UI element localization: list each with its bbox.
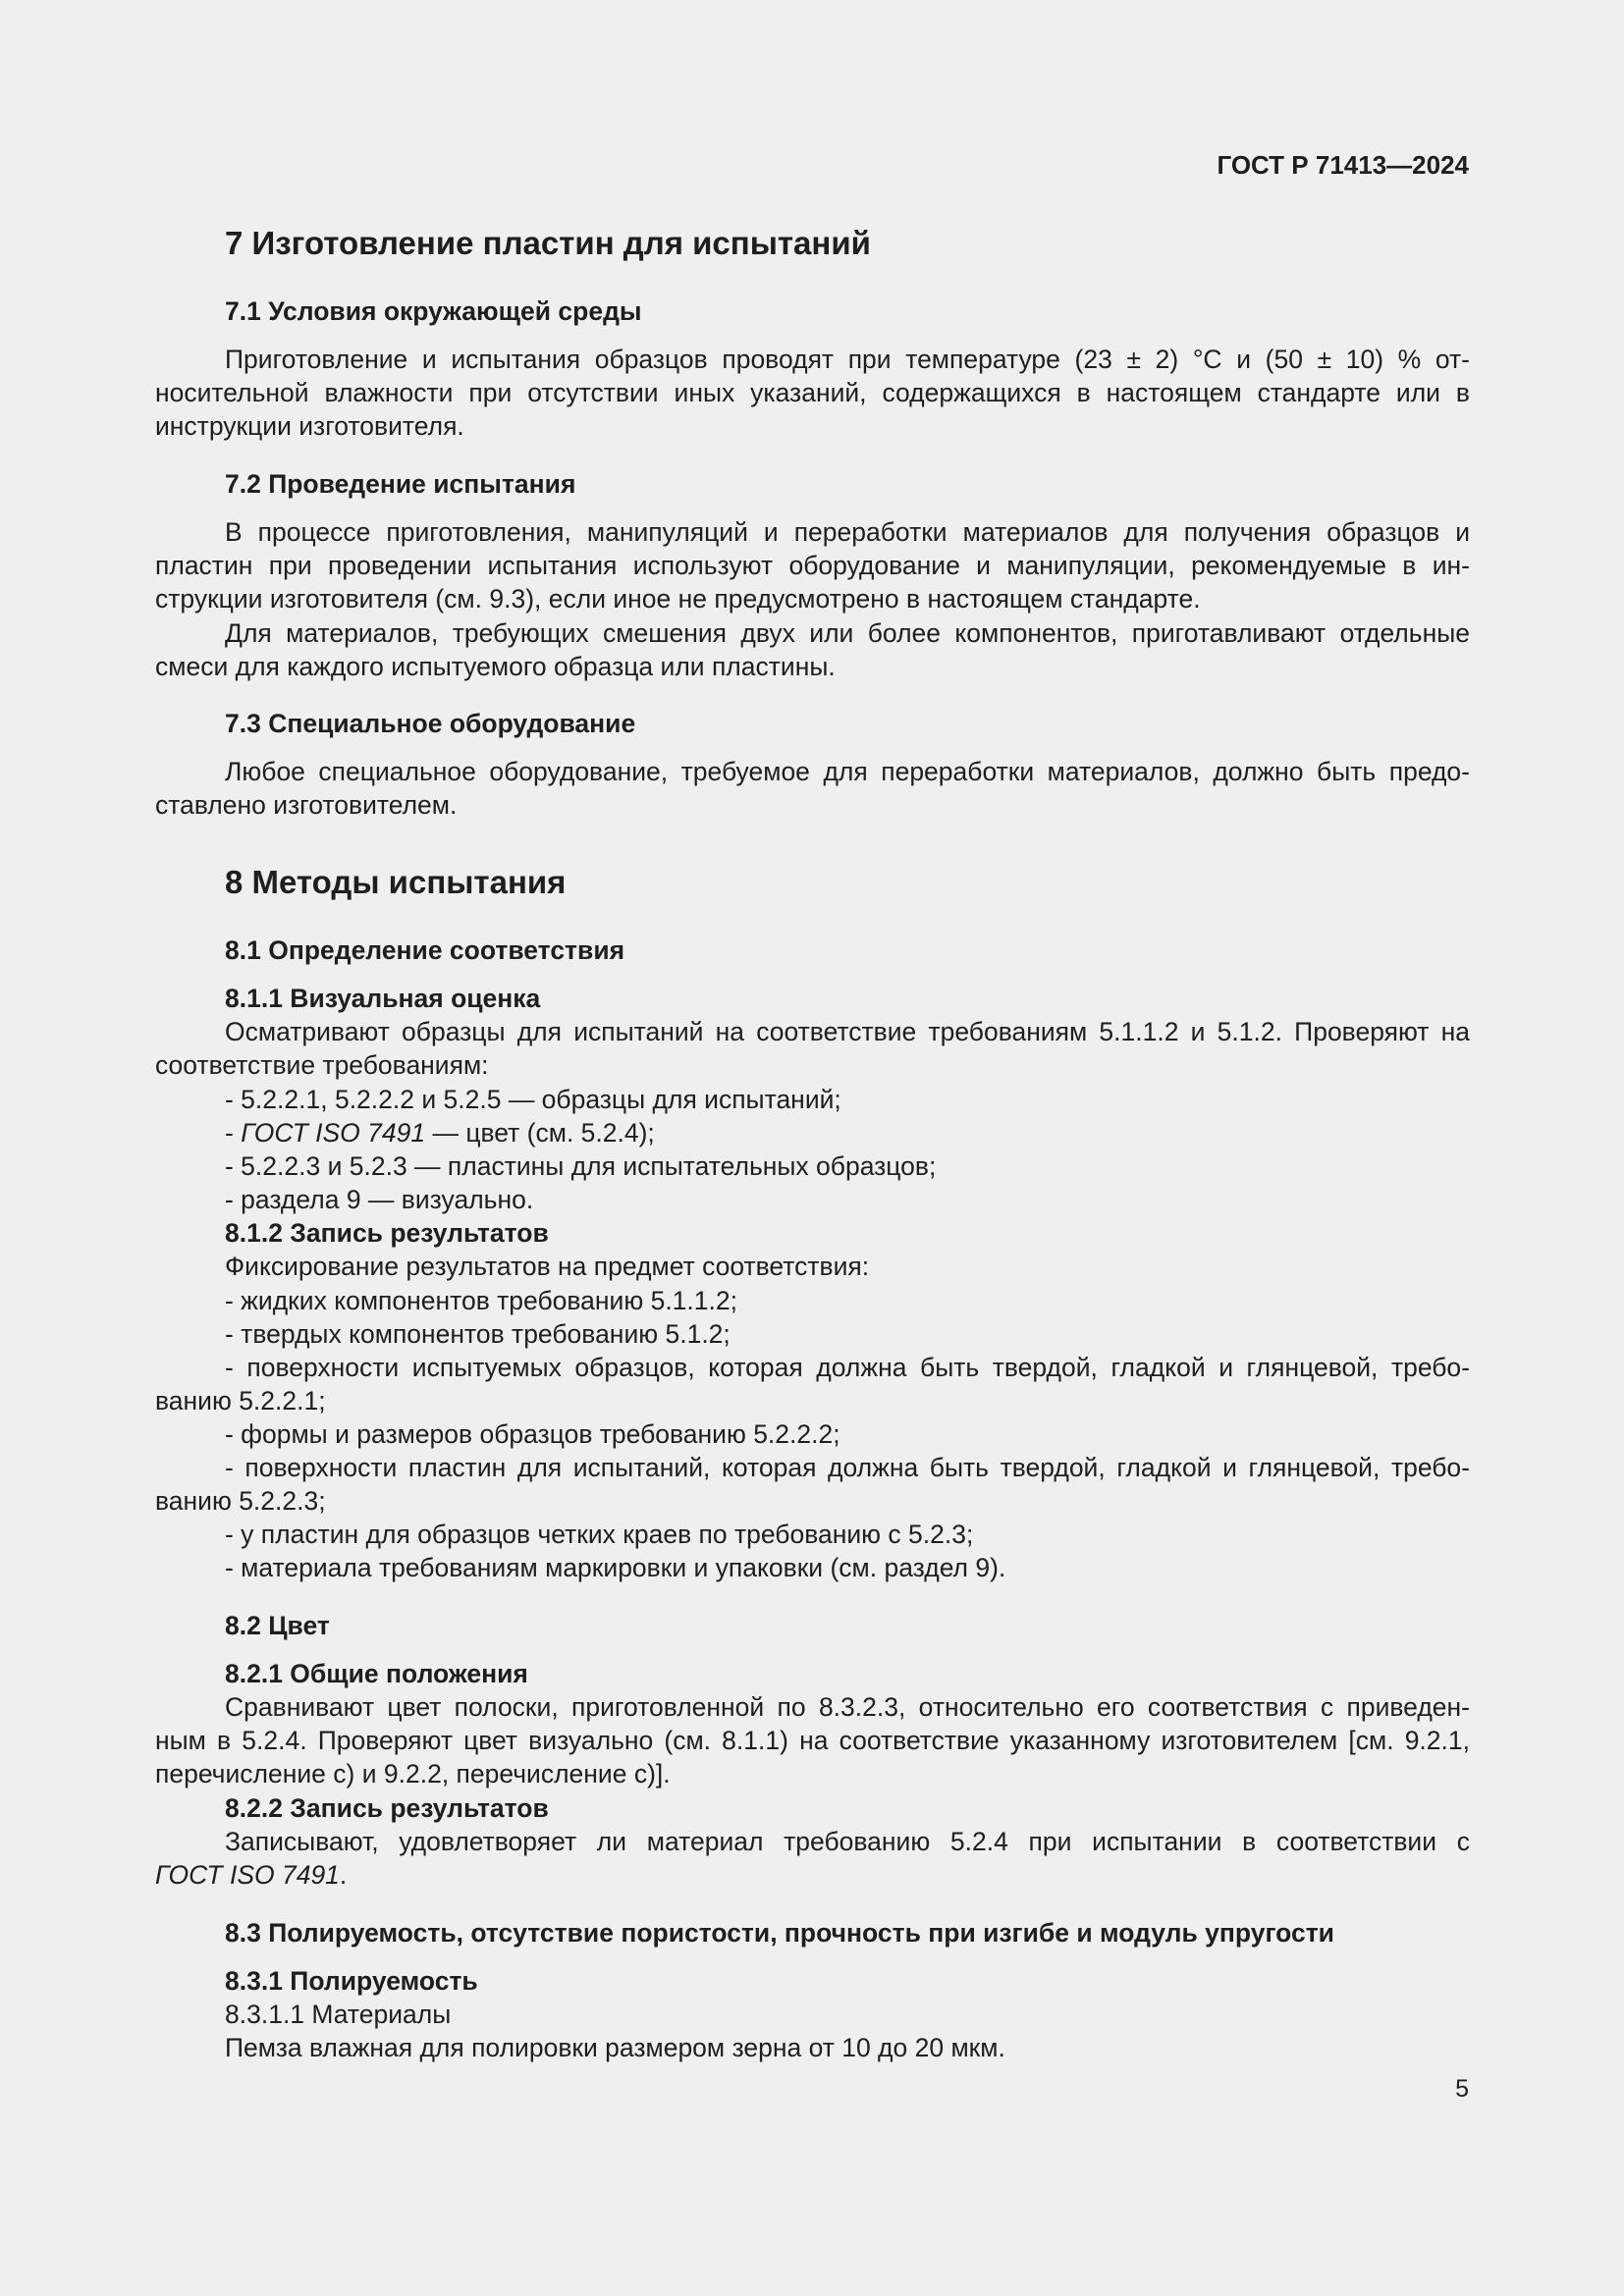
section-7-1-title: 7.1 Условия окружающей среды [225, 296, 642, 326]
list-item: - 5.2.2.1, 5.2.2.2 и 5.2.5 — образцы для испытаний; [225, 1085, 841, 1114]
list-item: - поверхности пластин для испытаний, которая должна быть твердой, гладкой и глянцевой, требо- [225, 1453, 1470, 1482]
section-8-1-1-title: 8.1.1 Визуальная оценка [225, 984, 541, 1013]
paragraph-line: струкции изготовителя (см. 9.3), если иное не предусмотрено в настоящем стандарте. [155, 584, 1201, 614]
paragraph-line: перечисление с) и 9.2.2, перечисление с)]. [155, 1759, 671, 1789]
section-8-2-title: 8.2 Цвет [225, 1611, 330, 1640]
list-item: - 5.2.2.3 и 5.2.3 — пластины для испытательных образцов; [225, 1151, 937, 1181]
paragraph-line: В процессе приготовления, манипуляций и переработки материалов для получения образцов и [225, 517, 1470, 547]
paragraph-line: Записывают, удовлетворяет ли материал требованию 5.2.4 при испытании в соответствии с [225, 1827, 1470, 1856]
list-item: - формы и размеров образцов требованию 5.2.2.2; [225, 1419, 840, 1449]
list-item: - раздела 9 — визуально. [225, 1185, 534, 1214]
section-8-3-title: 8.3 Полируемость, отсутствие пористости, прочность при изгибе и модуль упругости [225, 1918, 1334, 1948]
section-8-1-2-title: 8.1.2 Запись результатов [225, 1218, 549, 1248]
paragraph-line: ным в 5.2.4. Проверяют цвет визуально (см. 8.1.1) на соответствие указанному изготовителем [см. 9.2.1, [155, 1726, 1470, 1755]
paragraph-line: Любое специальное оборудование, требуемое для переработки материалов, должно быть предо- [225, 757, 1470, 786]
paragraph-line: Пемза влажная для полировки размером зерна от 10 до 20 мкм. [225, 2033, 1005, 2062]
paragraph-line: Приготовление и испытания образцов проводят при температуре (23 ± 2) °С и (50 ± 10) % от- [225, 345, 1470, 374]
paragraph-line: Осматривают образцы для испытаний на соответствие требованиям 5.1.1.2 и 5.1.2. Проверяют на [225, 1017, 1470, 1046]
paragraph-line: ставлено изготовителем. [155, 790, 458, 820]
list-item: - ГОСТ ISO 7491 — цвет (см. 5.2.4); [225, 1118, 655, 1148]
section-7-2-title: 7.2 Проведение испытания [225, 469, 576, 499]
paragraph-line: ГОСТ ISO 7491. [155, 1860, 348, 1890]
section-8-title: 8 Методы испытания [225, 864, 567, 900]
paragraph-line: Для материалов, требующих смешения двух или более компонентов, приготавливают отдельные [225, 618, 1470, 648]
section-7-3-title: 7.3 Специальное оборудование [225, 709, 636, 738]
section-8-2-1-title: 8.2.1 Общие положения [225, 1659, 528, 1688]
list-item-continuation: ванию 5.2.2.1; [155, 1386, 326, 1415]
paragraph-line: носительной влажности при отсутствии иных указаний, содержащихся в настоящем стандарте или в [155, 378, 1470, 407]
list-item: - у пластин для образцов четких краев по требованию с 5.2.3; [225, 1520, 974, 1549]
list-item: - материала требованиям маркировки и упаковки (см. раздел 9). [225, 1553, 1006, 1582]
paragraph-line: пластин при проведении испытания используют оборудование и манипуляции, рекомендуемые в ин- [155, 551, 1470, 580]
list-item: - твердых компонентов требованию 5.1.2; [225, 1319, 731, 1349]
paragraph-line: смеси для каждого испытуемого образца или пластины. [155, 652, 836, 681]
section-8-2-2-title: 8.2.2 Запись результатов [225, 1793, 549, 1823]
standard-reference: ГОСТ ISO 7491 [241, 1118, 426, 1148]
paragraph-line: Сравнивают цвет полоски, приготовленной по 8.3.2.3, относительно его соответствия с приведен- [225, 1692, 1470, 1722]
section-8-3-1-1-title: 8.3.1.1 Материалы [225, 2000, 452, 2029]
list-item: - жидких компонентов требованию 5.1.1.2; [225, 1286, 737, 1315]
section-7-title: 7 Изготовление пластин для испытаний [225, 225, 871, 261]
page-number: 5 [1455, 2075, 1469, 2103]
list-item: - поверхности испытуемых образцов, которая должна быть твердой, гладкой и глянцевой, требо- [225, 1353, 1470, 1382]
section-8-1-title: 8.1 Определение соответствия [225, 935, 625, 965]
paragraph-line: инструкции изготовителя. [155, 411, 464, 441]
standard-reference: ГОСТ ISO 7491 [155, 1860, 340, 1890]
document-id-header: ГОСТ Р 71413—2024 [1217, 150, 1469, 180]
list-item-continuation: ванию 5.2.2.3; [155, 1486, 326, 1516]
section-8-3-1-title: 8.3.1 Полируемость [225, 1966, 478, 1996]
paragraph-line: соответствие требованиям: [155, 1050, 489, 1080]
paragraph-line: Фиксирование результатов на предмет соответствия: [225, 1252, 870, 1281]
